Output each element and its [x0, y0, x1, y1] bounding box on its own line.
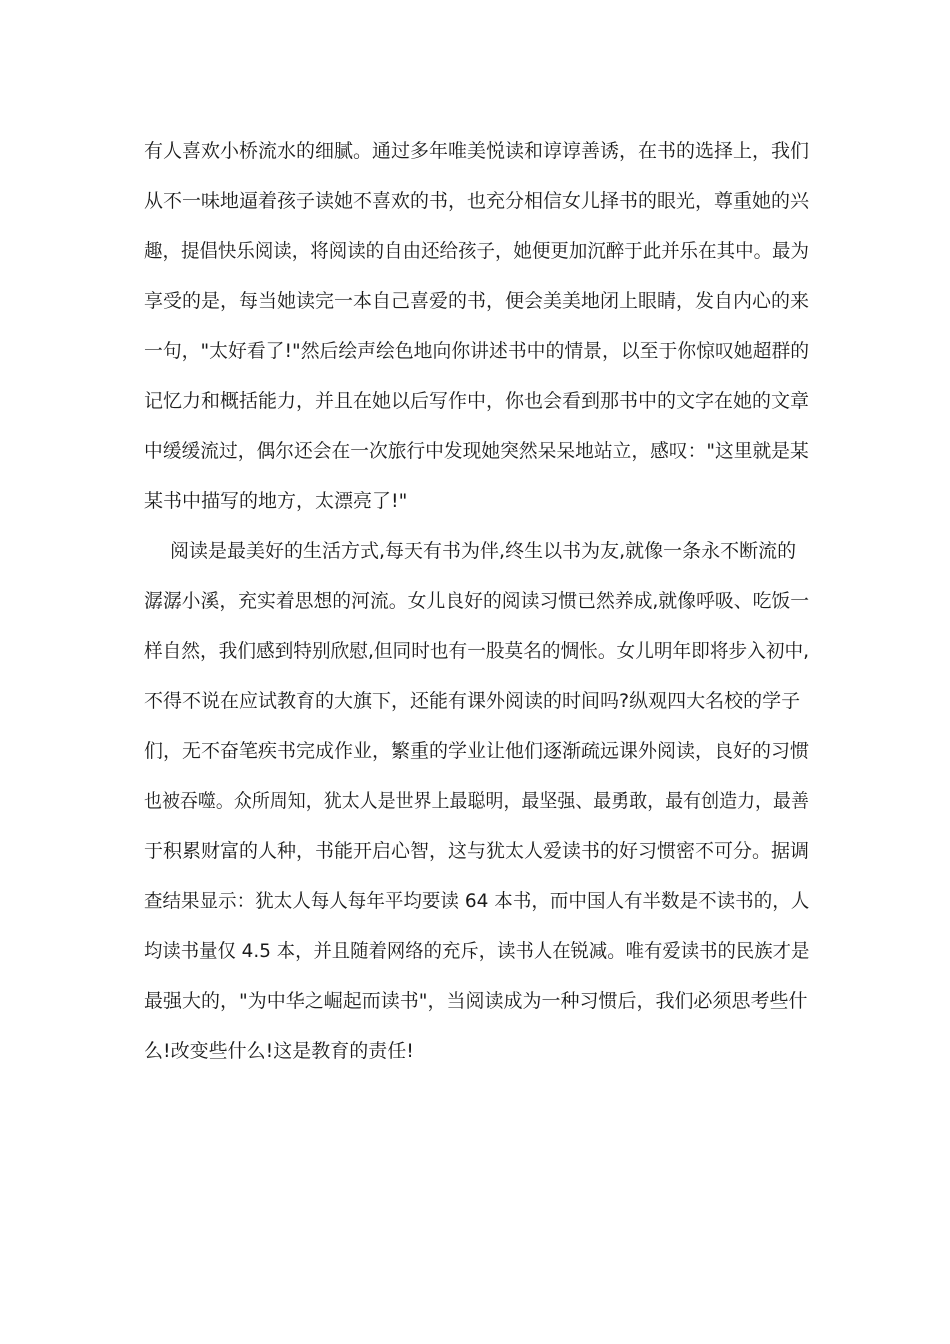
text-line: 么!改变些什么!这是教育的责任! [144, 1040, 414, 1062]
text-line: 查结果显示：犹太人每人每年平均要读 64 本书，而中国人有半数是不读书的，人 [144, 890, 810, 912]
text-line: 阅读是最美好的生活方式,每天有书为伴,终生以书为友,就像一条永不断流的 [170, 540, 797, 562]
text-line: 潺潺小溪，充实着思想的河流。女儿良好的阅读习惯已然养成,就像呼吸、吃饭一 [144, 590, 810, 612]
text-line: 趣，提倡快乐阅读，将阅读的自由还给孩子，她便更加沉醉于此并乐在其中。最为 [144, 240, 809, 262]
text-line: 记忆力和概括能力，并且在她以后写作中，你也会看到那书中的文字在她的文章 [144, 390, 810, 412]
text-line: 有人喜欢小桥流水的细腻。通过多年唯美悦读和谆谆善诱，在书的选择上，我们 [144, 140, 810, 162]
text-line: 不得不说在应试教育的大旗下，还能有课外阅读的时间吗?纵观四大名校的学子 [144, 690, 801, 712]
text-line: 样自然，我们感到特别欣慰,但同时也有一股莫名的惆怅。女儿明年即将步入初中, [144, 640, 810, 662]
text-line: 从不一味地逼着孩子读她不喜欢的书，也充分相信女儿择书的眼光，尊重她的兴 [144, 190, 810, 212]
text-line: 最强大的，"为中华之崛起而读书"，当阅读成为一种习惯后，我们必须思考些什 [144, 990, 808, 1012]
text-line: 中缓缓流过，偶尔还会在一次旅行中发现她突然呆呆地站立，感叹："这里就是某 [144, 440, 809, 462]
text-line: 均读书量仅 4.5 本，并且随着网络的充斥，读书人在锐减。唯有爱读书的民族才是 [144, 940, 810, 962]
text-line: 于积累财富的人种，书能开启心智，这与犹太人爱读书的好习惯密不可分。据调 [144, 840, 810, 862]
text-line: 也被吞噬。众所周知，犹太人是世界上最聪明，最坚强、最勇敢，最有创造力，最善 [144, 790, 809, 812]
text-line: 一句，"太好看了!"然后绘声绘色地向你讲述书中的情景，以至于你惊叹她超群的 [144, 340, 810, 362]
text-line: 某书中描写的地方，太漂亮了!" [144, 490, 408, 512]
text-line: 享受的是，每当她读完一本自己喜爱的书，便会美美地闭上眼睛，发自内心的来 [144, 290, 810, 312]
text-line: 们，无不奋笔疾书完成作业，繁重的学业让他们逐渐疏远课外阅读，良好的习惯 [144, 740, 810, 762]
